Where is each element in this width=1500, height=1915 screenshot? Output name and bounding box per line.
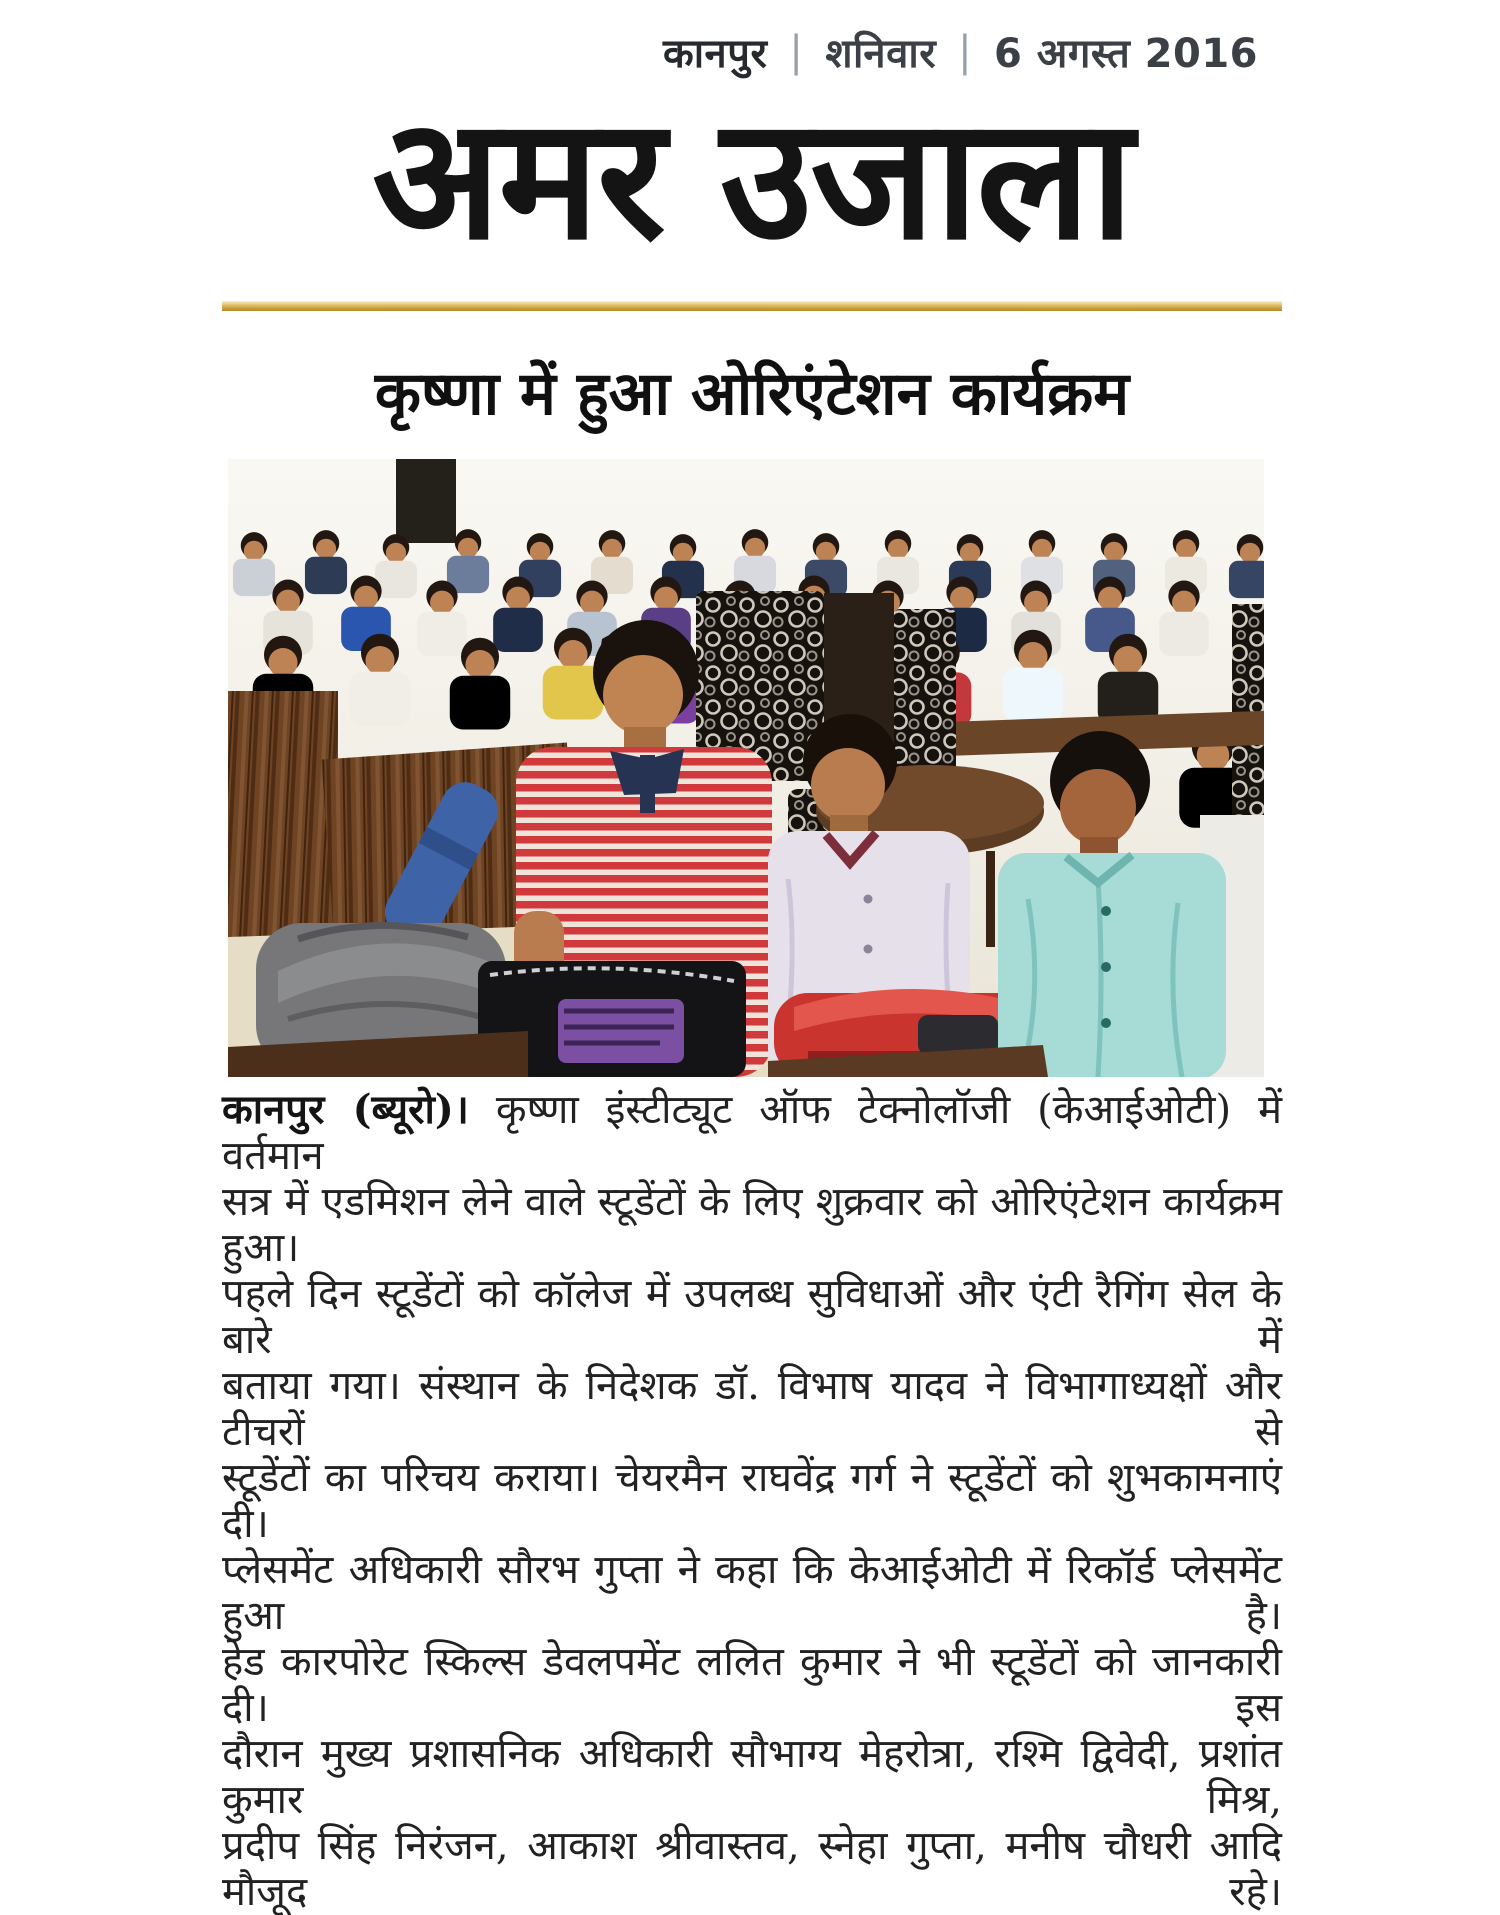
doorway: [396, 459, 456, 543]
article-lead: कानपुर (ब्यूरो)।: [222, 1086, 469, 1133]
dateline-date: 6 अगस्त 2016: [994, 31, 1258, 77]
dateline-city: कानपुर: [662, 31, 768, 77]
article-line-9: प्रदीप सिंह निरंजन, आकाश श्रीवास्तव, स्नेहा गुप्ता, मनीष चौधरी आदि मौजूद रहे।: [222, 1823, 1282, 1915]
masthead-rule: [222, 301, 1282, 311]
content-column: [222, 0, 1282, 1915]
article-line-5: स्टूडेंटों का परिचय कराया। चेयरमैन राघवेंद्र गर्ग ने स्टूडेंटों को शुभकामनाएं दी।: [222, 1455, 1282, 1547]
dateline-separator: |: [789, 27, 804, 76]
article-line-8: दौरान मुख्य प्रशासनिक अधिकारी सौभाग्य मेहरोत्रा, रश्मि द्विवेदी, प्रशांत कुमार मिश्र,: [222, 1731, 1282, 1823]
article-line-1-text: कृष्णा इंस्टीट्यूट ऑफ टेक्नोलॉजी (केआईओटी) में वर्तमान: [222, 1087, 1282, 1179]
article-line-7: हेड कारपोरेट स्किल्स डेवलपमेंट ललित कुमार ने भी स्टूडेंटों को जानकारी दी। इस: [222, 1639, 1282, 1731]
classroom-photo: [228, 459, 1264, 1077]
dateline: [222, 0, 1282, 79]
masthead-title: अमर उजाला: [372, 81, 1132, 277]
dateline-separator: |: [958, 27, 973, 76]
article-line-4: बताया गया। संस्थान के निदेशक डॉ. विभाष यादव ने विभागाध्यक्षों और टीचरों से: [222, 1363, 1282, 1455]
classroom-photo-svg: [228, 459, 1264, 1077]
dateline-day: शनिवार: [825, 31, 937, 77]
article-line-2: सत्र में एडमिशन लेने वाले स्टूडेंटों के लिए शुक्रवार को ओरिएंटेशन कार्यक्रम हुआ।: [222, 1179, 1282, 1271]
article-line-3: पहले दिन स्टूडेंटों को कॉलेज में उपलब्ध सुविधाओं और एंटी रैगिंग सेल के बारे में: [222, 1271, 1282, 1363]
headline: कृष्णा में हुआ ओरिएंटेशन कार्यक्रम: [374, 359, 1130, 429]
article-line-6: प्लेसमेंट अधिकारी सौरभ गुप्ता ने कहा कि केआईओटी में रिकॉर्ड प्लेसमेंट हुआ है।: [222, 1547, 1282, 1639]
article-body: [222, 1087, 1282, 1915]
article-line-1: [222, 1087, 1282, 1179]
